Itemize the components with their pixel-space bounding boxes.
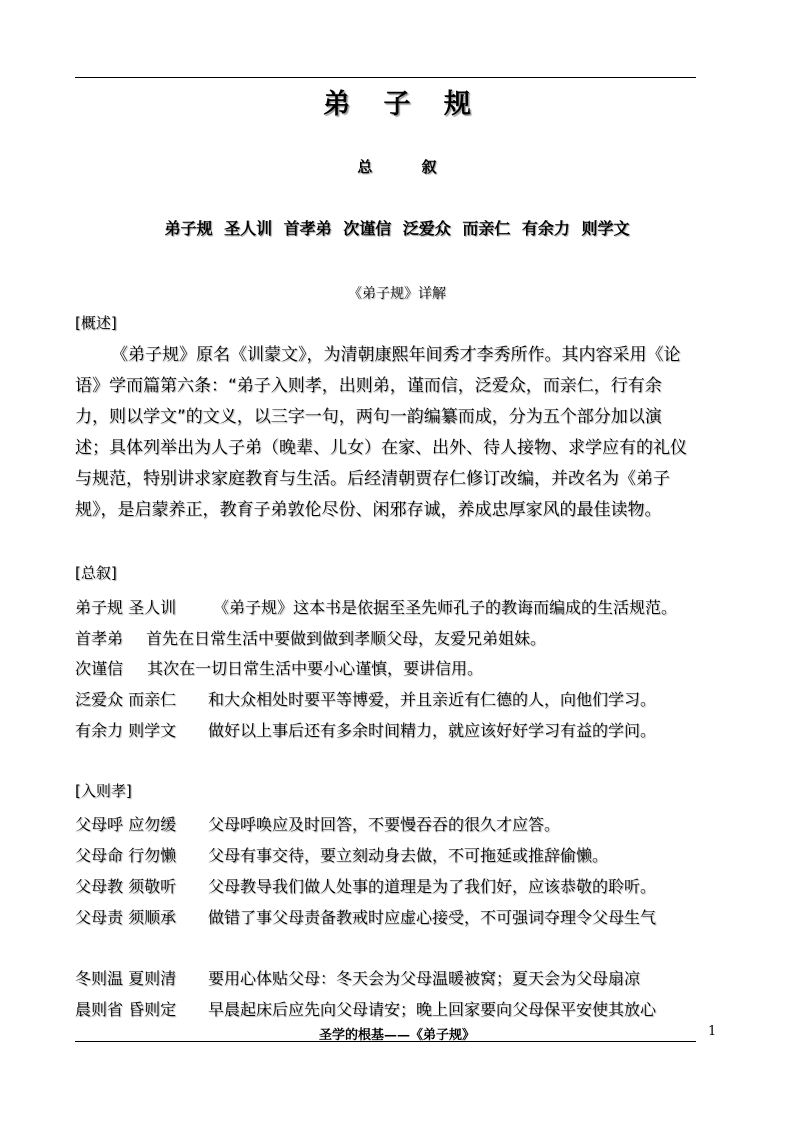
verse-term: 次谨信 (75, 659, 124, 678)
verse-explanation: 《弟子规》这本书是依据至圣先师孔子的教诲而编成的生活规范。 (213, 598, 678, 617)
paragraph-line: 规》，是启蒙养正，教育子弟敦伦尽份、闲邪存诚，养成忠厚家风的最佳读物。 (75, 500, 662, 520)
general-heading: [总叙] (75, 564, 117, 582)
overview-paragraph (75, 340, 697, 526)
opening-verse: 弟子规 圣人训 首孝弟 次谨信 泛爱众 而亲仁 有余力 则学文 (164, 219, 630, 238)
footer-rule (75, 1041, 696, 1042)
verse-row (75, 874, 725, 897)
paragraph-line: 语》学而篇第六条：“弟子入则孝，出则弟，谨而信，泛爱众，而亲仁，行有余 (75, 376, 662, 396)
verse-term: 父母责 须顺承 (75, 908, 177, 927)
verse-term: 父母呼 应勿缓 (75, 815, 177, 834)
verse-term: 冬则温 夏则清 (75, 969, 177, 988)
verse-row (75, 718, 725, 741)
verse-row (75, 812, 725, 835)
verse-explanation: 父母呼唤应及时回答，不要慢吞吞的很久才应答。 (208, 815, 561, 834)
document-title: 弟 子 规 (323, 89, 483, 120)
verse-row (75, 595, 725, 618)
verse-row (75, 626, 725, 649)
verse-explanation: 其次在一切日常生活中要小心谨慎，要讲信用。 (147, 659, 484, 678)
verse-row (75, 905, 725, 928)
overview-heading: [概述] (75, 314, 117, 332)
paragraph-line: 与规范，特别讲求家庭教育与生活。后经清朝贾存仁修订改编，并改名为《弟子 (75, 469, 670, 489)
verse-row (75, 997, 725, 1020)
filial-heading: [入则孝] (75, 782, 132, 800)
verse-explanation: 做错了事父母责备教戒时应虚心接受，不可强词夺理令父母生气 (208, 908, 657, 927)
explanation-title: 《弟子规》详解 (348, 286, 446, 302)
verse-term: 首孝弟 (75, 629, 124, 648)
verse-row (75, 656, 725, 679)
verse-explanation: 和大众相处时要平等博爱，并且亲近有仁德的人，向他们学习。 (208, 690, 657, 709)
verse-term: 泛爱众 而亲仁 (75, 690, 177, 709)
page-number: 1 (708, 1024, 717, 1039)
verse-row (75, 687, 725, 710)
paragraph-line: 《弟子规》原名《训蒙文》，为清朝康熙年间秀才李秀所作。其内容采用《论 (111, 345, 681, 365)
paragraph-line: 述；具体列举出为人子弟（晚辈、儿女）在家、出外、待人接物、求学应有的礼仪 (75, 438, 687, 458)
verse-term: 晨则省 昏则定 (75, 1000, 177, 1019)
verse-explanation: 父母教导我们做人处事的道理是为了我们好，应该恭敬的聆听。 (208, 877, 657, 896)
verse-term: 弟子规 圣人训 (75, 598, 177, 617)
verse-term: 父母命 行勿懒 (75, 846, 177, 865)
verse-explanation: 父母有事交待，要立刻动身去做，不可拖延或推辞偷懒。 (208, 846, 609, 865)
paragraph-line: 力，则以学文”的文义，以三字一句，两句一韵编纂而成，分为五个部分加以演 (75, 407, 662, 427)
verse-term: 父母教 须敬听 (75, 877, 177, 896)
verse-explanation: 做好以上事后还有多余时间精力，就应该好好学习有益的学问。 (208, 721, 657, 740)
verse-explanation: 首先在日常生活中要做到做到孝顺父母，友爱兄弟姐妹。 (146, 629, 547, 648)
header-rule (75, 77, 696, 78)
section-subtitle: 总 叙 (357, 158, 459, 176)
verse-explanation: 要用心体贴父母：冬天会为父母温暖被窝；夏天会为父母扇凉 (208, 969, 641, 988)
verse-row (75, 843, 725, 866)
verse-term: 有余力 则学文 (75, 721, 177, 740)
verse-explanation: 早晨起床后应先向父母请安；晚上回家要向父母保平安使其放心 (208, 1000, 657, 1019)
page-footer: 圣学的根基——《弟子规》 (318, 1028, 475, 1043)
verse-row (75, 966, 725, 989)
